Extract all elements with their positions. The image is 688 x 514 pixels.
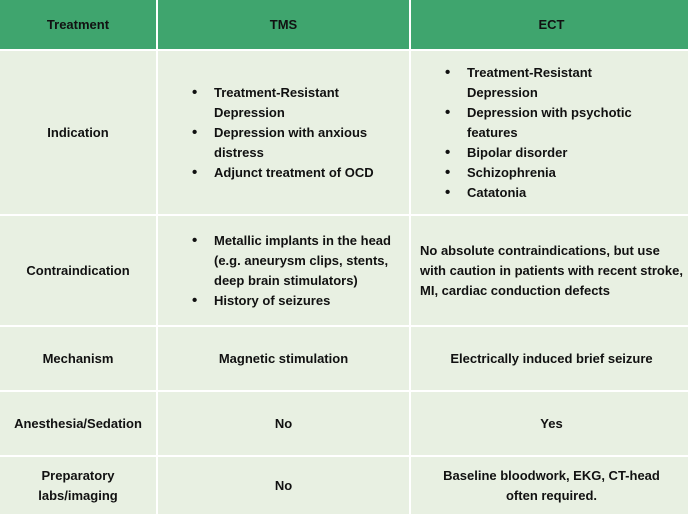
tms-contraindication-list [158,231,394,311]
row-label-contraindication: Contraindication [0,216,156,325]
tms-anesthesia: No [158,392,409,455]
list-item: • Treatment-Resistant Depression [214,83,374,123]
list-item: • Depression with anxious distress [214,123,384,163]
row-label-mechanism: Mechanism [0,327,156,390]
ect-indication-list [411,63,657,203]
ect-anesthesia: Yes [411,392,688,455]
row-label-anesthesia: Anesthesia/Sedation [0,392,156,455]
tms-contraindication [158,216,409,325]
tms-mechanism: Magnetic stimulation [158,327,409,390]
ect-preparatory [411,457,688,514]
list-item: • Depression with psychotic features [467,103,657,143]
tms-preparatory: No [158,457,409,514]
list-item: • Adjunct treatment of OCD [214,163,404,183]
ect-contraindication-text: No absolute contraindications, but use with caution in patients with recent stroke, MI, cardiac conduction defects [420,242,683,298]
list-item: • History of seizures [214,291,394,311]
tms-indication [158,51,409,214]
ect-indication [411,51,688,214]
list-item: • Metallic implants in the head (e.g. aneurysm clips, stents, deep brain stimulators) [214,231,394,291]
row-label-indication: Indication [0,51,156,214]
header-ect: ECT [411,0,688,49]
list-item: • Bipolar disorder [467,143,657,163]
header-treatment: Treatment [0,0,156,49]
ect-mechanism: Electrically induced brief seizure [411,327,688,390]
list-item: • Schizophrenia [467,163,657,183]
tms-indication-list [158,83,404,183]
row-label-preparatory: Preparatory labs/imaging [0,457,156,514]
ect-preparatory-text: Baseline bloodwork, EKG, CT-head often required. [443,467,660,503]
header-tms: TMS [158,0,409,49]
list-item: • Treatment-Resistant Depression [467,63,627,103]
list-item: • Catatonia [467,183,657,203]
ect-contraindication [411,216,688,325]
